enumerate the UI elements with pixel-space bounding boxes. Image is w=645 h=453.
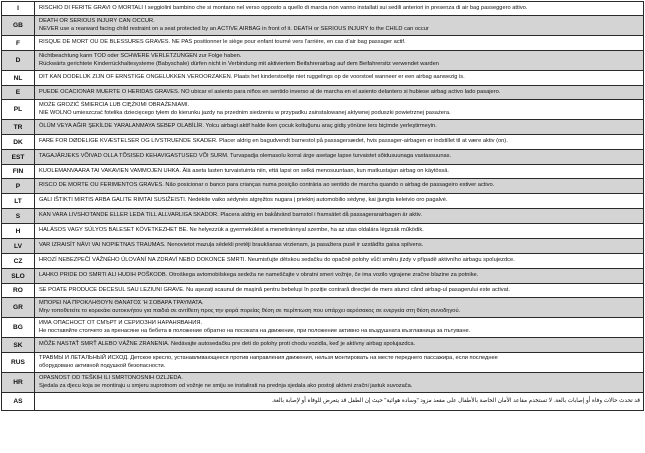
warning-row-gb [1, 16, 644, 36]
language-code: TR [2, 120, 35, 134]
warning-text [35, 318, 643, 337]
warning-text [35, 239, 643, 253]
language-code: EST [2, 150, 35, 164]
warning-text [35, 298, 643, 317]
warning-row-rus [1, 353, 644, 373]
warning-row-bg [1, 318, 644, 338]
warning-text [35, 269, 643, 283]
warning-line: قد تحدث حالات وفاة أو إصابات بالغة. لا تستخدم مقاعد الأمان الخاصة بالأطفال على مقعد مزود "وسادة هوائية" حيث إن الطفل قد يتعرض للوفاة أو لإصابة بالغة. [271, 397, 640, 404]
language-code: D [2, 51, 35, 70]
warning-text [35, 254, 643, 268]
warning-text [35, 284, 643, 297]
warning-line: LAHKO PRIDE DO SMRTI ALI HUDIH POŠKODB. Otroškega avtomobilskega sedeža ne nameščajte v obratni smeri vožnje, če ima vozilo vgrajene zračne blazine za potnike. [39, 272, 479, 279]
warning-line: Не поставяйте столчето за пренасяне на бебета в положение обратно на посоката на движение, при положение активно на въздушната възглавница за пътуване. [39, 327, 471, 334]
language-code: SLO [2, 269, 35, 283]
warning-row-lt [1, 194, 644, 209]
language-code: P [2, 179, 35, 193]
warning-text [35, 150, 643, 164]
warning-line: Rückwärts gerichtete Kinderrückhaltesysteme (Babyschale) dürfen nicht in Verbindung mit aktiviertem Beifahrerairbag auf dem Beifahrersitz verwendet warden [39, 60, 439, 67]
warning-line: DIT KAN DODELIJK ZIJN OF ERNSTIGE ONGELUKKEN VEROORZAKEN. Plaats het kinderstoeltje niet ruggelings op de voorstoel wanneer er een airbag aanwezig is. [39, 74, 465, 81]
warning-text [35, 86, 643, 99]
warning-row-ro [1, 284, 644, 298]
warning-line: RISCO DE MORTE OU FERIMENTOS GRAVES. Não posicionar o banco para crianças numa posição contrária ao sentido de marcha quando o airbag de passageiro estiver activo. [39, 182, 495, 189]
language-code: GR [2, 298, 35, 317]
warning-row-p [1, 179, 644, 194]
warning-line: SE POATE PRODUCE DECESUL SAU LEZIUNI GRAVE. Nu așezați scaunul de mașină pentru bebeluși în poziție contrară direcției de mers atunci când airbag-ul pasagerului este activat. [39, 286, 510, 293]
warning-row-dk [1, 135, 644, 150]
warning-row-hr [1, 373, 644, 393]
warning-line: OPASNOST OD TEŠKIH ILI SMRTONOSNIH OZLJEDA. [39, 375, 183, 382]
warning-line: ТРАВМЫ И ЛЕТАЛЬНЫЙ ИСХОД. Детское кресло, устанавливающееся против направления движения, нельзя монтировать на месте переднего пассажира, если последнее [39, 355, 498, 362]
language-code: DK [2, 135, 35, 149]
warning-row-nl [1, 71, 644, 86]
warning-row-cz [1, 254, 644, 269]
warning-line: TAGAJÄRJEKS VÕIVAD OLLA TÕSISED KEHAVIGASTUSED VÕI SURM. Turvapadja olemasolu korral ärge asetage lapse turvaistet sõidusuunaga vastassuunas. [39, 153, 452, 160]
warning-row-as [1, 393, 644, 411]
warning-row-e [1, 86, 644, 100]
warning-line: KAN VARA LIVSHOTANDE ELLER LEDA TILL ALLVARLIGA SKADOR. Placera aldrig en bakåtvänd barnstol i framsätet då passagerarairbagen är aktiv. [39, 212, 422, 219]
warning-text [35, 338, 643, 352]
language-code: RUS [2, 353, 35, 372]
language-code: HR [2, 373, 35, 392]
warning-line: VAR IZRAISĪT NĀVI VAI NOPIETNAS TRAUMAS. Nenovietot mazuļa sēdekli pretēji braukšanas virzienam, ja pasažiera pusē ir uzstādīts gaisa spilvens. [39, 242, 424, 249]
language-code: F [2, 36, 35, 50]
warning-text [35, 353, 643, 372]
warning-line: HALÁSOS VAGY SÚLYOS BALESET KÖVETKEZHET BE. Ne helyezzük a gyermekülést a menetiránnyal szembe, ha az utas oldalára légzsák működik. [39, 227, 424, 234]
language-code: H [2, 224, 35, 238]
warning-line: NIE WOLNO umieszczać fotelika dziecięcego tyłem do kierunku jazdy na przednim siedzeniu w przypadku zainstalowanej aktywnej poduszki powietrznej pasażera. [39, 109, 451, 116]
warning-row-f [1, 36, 644, 51]
warning-line: Nichtbeachtung kann TOD oder SCHWERE VERLETZUNGEN zur Folge haben. [39, 53, 242, 60]
airbag-warning-table [1, 1, 644, 411]
language-code: CZ [2, 254, 35, 268]
warning-row-lv [1, 239, 644, 254]
warning-row-est [1, 150, 644, 165]
warning-line: RISQUE DE MORT OU DE BLESSURES GRAVES. NE PAS positionner le siège pour enfant tourné vers l’arrière, en cas d’air bag passager actif. [39, 39, 406, 46]
warning-row-pl [1, 100, 644, 120]
warning-line: RISCHIO DI FERITE GRAVI O MORTALI I seggiolini bambino che si montano nel verso opposto a quello di marcia non vanno installati sui sedili anteriori in presenza di air bag passeggero attivo. [39, 4, 528, 11]
warning-text [35, 373, 643, 392]
warning-text [35, 36, 643, 50]
warning-text [35, 224, 643, 238]
warning-text [35, 51, 643, 70]
warning-row-tr [1, 120, 644, 135]
warning-line: оборудовано активной подушкой безопасности. [39, 362, 166, 369]
warning-text [35, 209, 643, 223]
warning-text [35, 100, 643, 119]
warning-line: GALI IŠTIKTI MIRTIS ARBA GALITE RIMTAI SUSIŽEISTI. Nedėkite vaiko sėdynės atgręžtos nugara į priekinį automobilio sėdynę, kai įjungta keleivio oro pagalvė. [39, 197, 448, 204]
warning-text [35, 135, 643, 149]
warning-row-sk [1, 338, 644, 353]
warning-text [35, 16, 643, 35]
language-code: FIN [2, 165, 35, 178]
warning-row-fin [1, 165, 644, 179]
warning-text [35, 194, 643, 208]
language-code: GB [2, 16, 35, 35]
warning-line: DEATH OR SERIOUS INJURY CAN OCCUR. [39, 18, 155, 25]
language-code: PL [2, 100, 35, 119]
warning-text [35, 71, 643, 85]
language-code: RO [2, 284, 35, 297]
language-code: BG [2, 318, 35, 337]
warning-line: PUEDE OCACIONAR MUERTE O HERIDAS GRAVES. NO ubicar el asiento para niños en sentido inverso al de marcha en el asiento delantero si hubiese airbag activo lado pasajero. [39, 88, 501, 95]
warning-line: MOŻE GROZIĆ ŚMIERCIA LUB CIĘŻKIMI OBRAŻENIAMI. [39, 102, 190, 109]
language-code: I [2, 2, 35, 15]
warning-line: ΜΠΟΡΕΙ ΝΑ ΠΡΟΚΛΗΘΟΥΝ ΘΑΝΑΤΟΣ Ή ΣΟΒΑΡΑ ΤΡΑΥΜΑΤΑ. [39, 300, 204, 307]
warning-row-h [1, 224, 644, 239]
warning-text [35, 120, 643, 134]
warning-text [35, 165, 643, 178]
warning-line: Μην τοποθετείτε το κορεκάκι αυτοκινήτου για παιδιά σε αντίθετη προς την φορά πορείας θέση σε περίπτωση που υπάρχει αερόσακος σε ενεργεία στη θέση συνοδηγού. [39, 307, 461, 314]
warning-line: FARE FOR DØDELIGE KVÆSTELSER OG LIVSTRUENDE SKADER. Placer aldrig en bagudvendt barnestol på passagersædet, hvis passager-airbagen er indstillet til at være aktiv (on). [39, 138, 508, 145]
language-code: NL [2, 71, 35, 85]
warning-row-slo [1, 269, 644, 284]
warning-row-gr [1, 298, 644, 318]
warning-line: NEVER use a rearward facing child restraint on a seat protected by an ACTIVE AIRBAG in front of it. DEATH or SERIOUS INJURY to the CHILD can occur [39, 25, 429, 32]
warning-line: KUOLEMANVAARA TAI VAKAVIEN VAMMOJEN UHKA. Älä aseta lasten turvaistuinta niin, että lapsi on selkä menosuuntaan, kun matkustajan airbag on käytössä. [39, 167, 450, 174]
language-code: SK [2, 338, 35, 352]
warning-line: Sjedala za djecu koja se montiraju u smjeru suprotnom od vožnje ne smiju se instalirati na prednja sjedala ako postoji aktivni zračni jastuk suvozača. [39, 382, 413, 389]
warning-row-i [1, 2, 644, 16]
language-code: LT [2, 194, 35, 208]
warning-text [35, 179, 643, 193]
warning-text [35, 2, 643, 15]
language-code: LV [2, 239, 35, 253]
language-code: S [2, 209, 35, 223]
language-code: E [2, 86, 35, 99]
warning-line: ИМА ОПАСНОСТ ОТ СМЪРТ И СЕРИОЗНИ НАРАНЯВАНИЯ. [39, 320, 203, 327]
warning-text [35, 393, 643, 410]
warning-line: ÖLÜM VEYA AĞIR ŞEKİLDE YARALANMAYA SEBEP OLABİLİR. Yolcu airbagi aktif halde iken çocuk koltuğunu araç gidiş yönüne ters biçimde yerleştirmeyin. [39, 123, 437, 130]
language-code: AS [2, 393, 35, 410]
warning-row-s [1, 209, 644, 224]
warning-row-d [1, 51, 644, 71]
warning-line: MÔŽE NASTAŤ SMRŤ ALEBO VÁŽNE ZRANENIA. Nedávajte autosedačku pre deti do polohy proti chodu vozidla, keď je aktívny airbag spolujazdca. [39, 341, 416, 348]
warning-line: HROZÍ NEBEZPEČÍ VÁŽNÉHO ÚLOVÁNÍ NA ZDRAVÍ NEBO DOKONCE SMRTI. Neumisťujte dětskou sedačku do opačně polohy vůči směru jízdy v případě aktivního airbagu spolujezdce. [39, 257, 515, 264]
